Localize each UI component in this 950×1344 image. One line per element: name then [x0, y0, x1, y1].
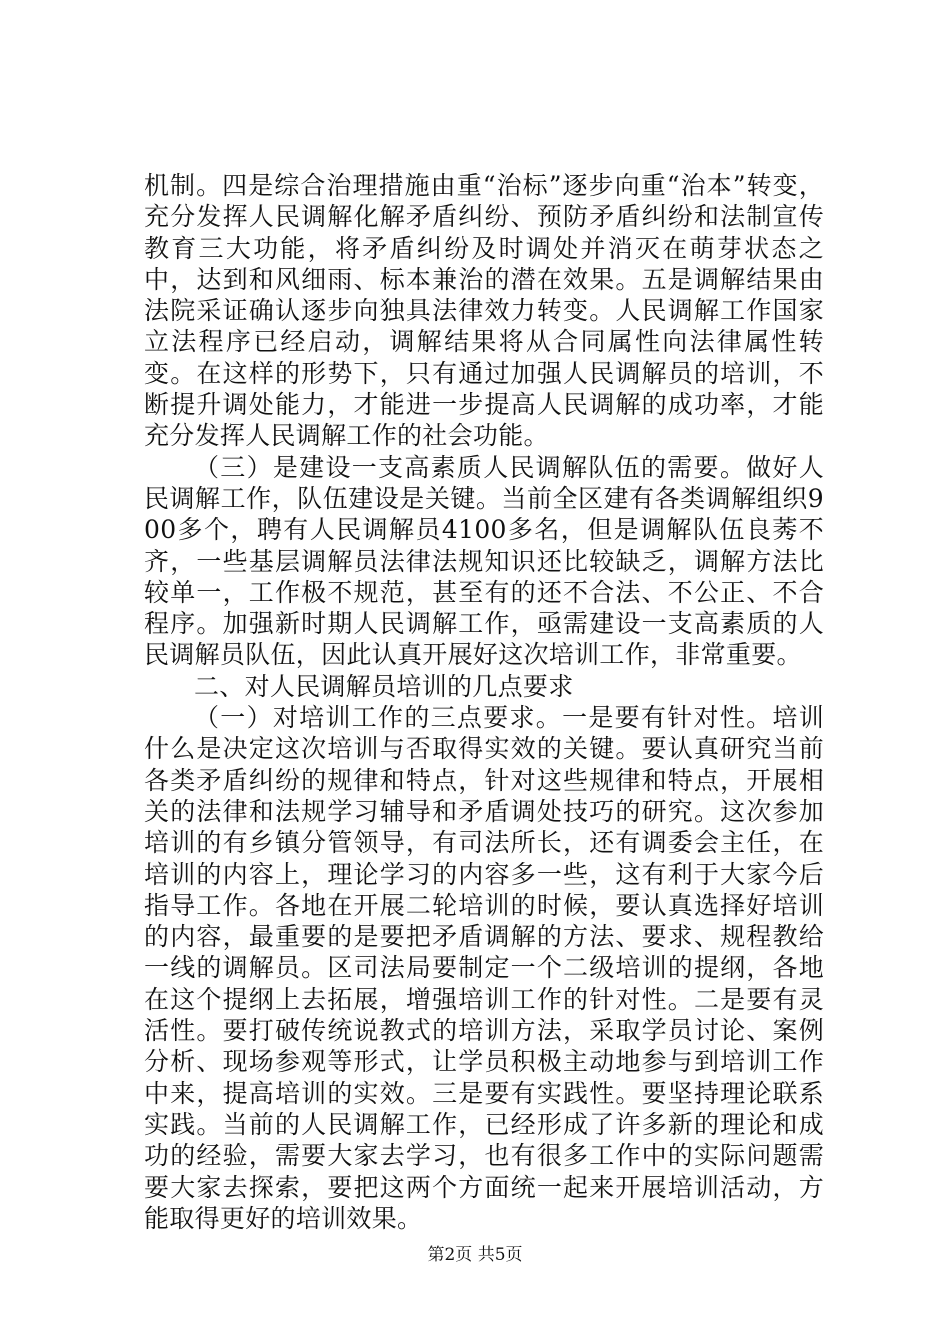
document-body	[144, 170, 824, 1234]
page-footer: 第2页 共5页	[427, 1245, 523, 1265]
section-heading-requirements: 二、对人民调解员培训的几点要求	[194, 671, 574, 701]
paragraph-section-three: （三）是建设一支高素质人民调解队伍的需要。做好人民调解工作，队伍建设是关键。当前全区建有各类调解组织900多个，聘有人民调解员4100多名，但是调解队伍良莠不齐，一些基层调解员法律法规知识还比较缺乏，调解方法比较单一，工作极不规范，甚至有的还不合法、不公正、不合程序。加强新时期人民调解工作，亟需建设一支高素质的人民调解员队伍，因此认真开展好这次培训工作，非常重要。	[144, 452, 824, 670]
paragraph-continuation: 机制。四是综合治理措施由重“治标”逐步向重“治本”转变，充分发挥人民调解化解矛盾纠纷、预防矛盾纠纷和法制宣传教育三大功能，将矛盾纠纷及时调处并消灭在萌芽状态之中，达到和风细雨、标本兼治的潜在效果。五是调解结果由法院采证确认逐步向独具法律效力转变。人民调解工作国家立法程序已经启动，调解结果将从合同属性向法律属性转变。在这样的形势下，只有通过加强人民调解员的培训，不断提升调处能力，才能进一步提高人民调解的成功率，才能充分发挥人民调解工作的社会功能。	[144, 171, 824, 451]
paragraph-training-requirements: （一）对培训工作的三点要求。一是要有针对性。培训什么是决定这次培训与否取得实效的关键。要认真研究当前各类矛盾纠纷的规律和特点，针对这些规律和特点，开展相关的法律和法规学习辅导和矛盾调处技巧的研究。这次参加培训的有乡镇分管领导，有司法所长，还有调委会主任，在培训的内容上，理论学习的内容多一些，这有利于大家今后指导工作。各地在开展二轮培训的时候，要认真选择好培训的内容，最重要的是要把矛盾调解的方法、要求、规程教给一线的调解员。区司法局要制定一个二级培训的提纲，各地在这个提纲上去拓展，增强培训工作的针对性。二是要有灵活性。要打破传统说教式的培训方法，采取学员讨论、案例分析、现场参观等形式，让学员积极主动地参与到培训工作中来，提高培训的实效。三是要有实践性。要坚持理论联系实践。当前的人民调解工作，已经形成了许多新的理论和成功的经验，需要大家去学习，也有很多工作中的实际问题需要大家去探索，要把这两个方面统一起来开展培训活动，方能取得更好的培训效果。	[144, 703, 824, 1233]
